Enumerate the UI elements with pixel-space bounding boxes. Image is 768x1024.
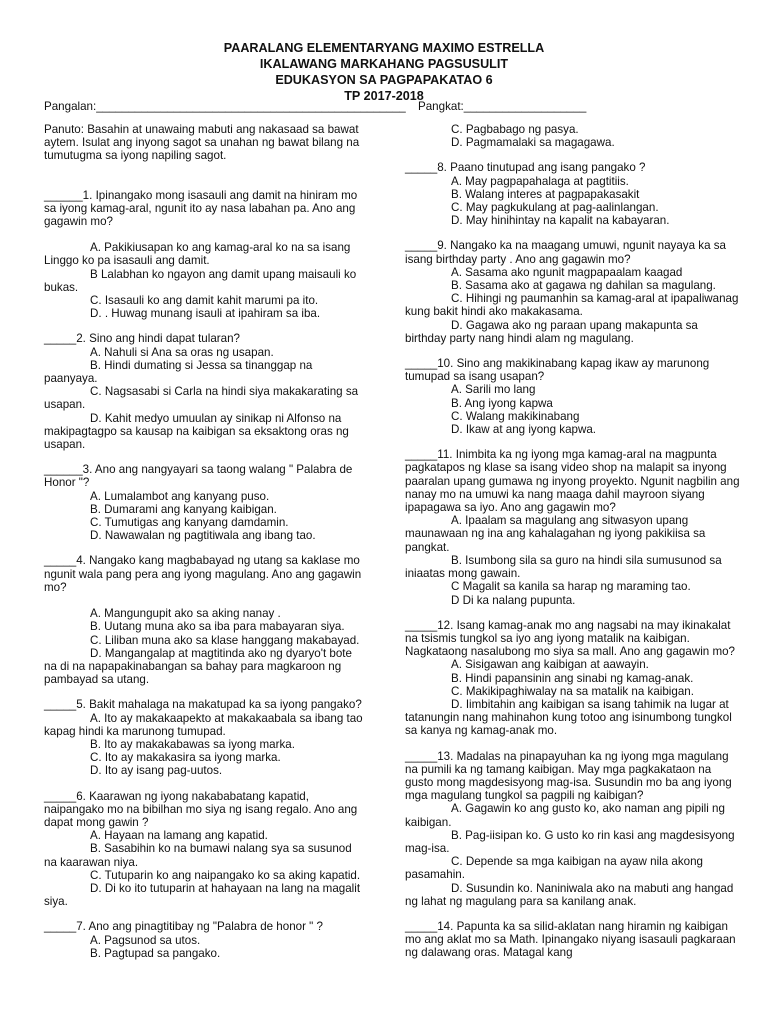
answer-option: A. Nahuli si Ana sa oras ng usapan. bbox=[90, 345, 274, 359]
student-info bbox=[44, 100, 744, 113]
answer-option: C. Makikipaghiwalay na sa matalik na kaibigan. bbox=[451, 684, 694, 698]
name-field[interactable]: Pangalan:________________________________________________ bbox=[44, 100, 406, 113]
answer-option: B. Dumarami ang kanyang kaibigan. bbox=[90, 502, 277, 516]
answer-option: A. Ipaalam sa magulang ang sitwasyon upang maunawaan ng ina ang kahalagahan ng iyong pakikiisa sa pangkat. bbox=[405, 514, 706, 554]
answer-option: D. Mangangalap at magtitinda ako ng dyaryo't bote na di na napapakinabangan sa bahay para magkaroon ng pambayad sa utang. bbox=[44, 646, 352, 687]
answer-option: A. Lumalambot ang kanyang puso. bbox=[90, 489, 270, 503]
question-item bbox=[44, 463, 366, 542]
answer-option: D. Gagawa ako ng paraan upang makapunta sa birthday party nang hindi alam ng magulang. bbox=[405, 318, 698, 345]
subject-title: EDUKASYON SA PAGPAPAKATAO 6 bbox=[275, 73, 493, 87]
answer-option: A. Sasama ako ngunit magpapaalam kaagad bbox=[451, 265, 683, 279]
school-name: PAARALANG ELEMENTARYANG MAXIMO ESTRELLA bbox=[223, 41, 545, 55]
answer-option: D. May hinihintay na kapalit na kabayaran. bbox=[451, 214, 670, 228]
answer-option: B. Sasama ako at gagawa ng dahilan sa magulang. bbox=[451, 279, 716, 293]
answer-option: D. Di ko ito tutuparin at hahayaan na lang na magalit siya. bbox=[44, 881, 361, 909]
answer-option: C. Liliban muna ako sa klase hanggang makabayad. bbox=[90, 633, 360, 647]
question-item bbox=[405, 619, 740, 738]
answer-option: C Magalit sa kanila sa harap ng maraming tao. bbox=[451, 580, 691, 594]
question-stem[interactable]: _____13. Madalas na pinapayuhan ka ng iyong mga magulang na pumili ka ng tamang kaibigan. May mga pagkakataon na gusto mong magdesisyong mag-isa. Susundin mo ba ang iyong mga magulang tungkol sa pagpili ng kaibigan? bbox=[405, 749, 732, 803]
answer-option: A. Gagawin ko ang gusto ko, ako naman ang pipili ng kaibigan. bbox=[405, 802, 725, 829]
answer-option: D. Iimbitahin ang kaibigan sa isang tahimik na lugar at tatanungin nang mahinahon kung totoo ang isinumbong tungkol sa kanya ng kamag-anak mo. bbox=[405, 697, 732, 738]
answer-option: A. Sisigawan ang kaibigan at aawayin. bbox=[451, 658, 649, 672]
answer-option: D. Ikaw at ang iyong kapwa. bbox=[451, 423, 597, 437]
answer-option: D. Susundin ko. Naniniwala ako na mabuti ang hangad ng lahat ng magulang para sa kanilang anak. bbox=[405, 881, 734, 908]
answer-option: B. Sasabihin ko na bumawi nalang sya sa susunod na kaarawan niya. bbox=[44, 842, 352, 869]
group-field[interactable]: Pangkat:___________________ bbox=[418, 100, 587, 113]
question-item bbox=[405, 750, 740, 908]
question-stem[interactable]: _____8. Paano tinutupad ang isang pangako ? bbox=[405, 161, 646, 175]
answer-option: C. Tutuparin ko ang naipangako ko sa aking kapatid. bbox=[90, 868, 361, 882]
answer-option: C. Depende sa mga kaibigan na ayaw nila akong pasamahin. bbox=[405, 855, 704, 882]
question-item bbox=[405, 920, 740, 960]
answer-option: B. Pag-iisipan ko. G usto ko rin kasi ang magdesisyong mag-isa. bbox=[405, 828, 735, 855]
question-stem[interactable]: _____4. Nangako kang magbabayad ng utang sa kaklase mo ngunit wala pang pera ang iyong magulang. Ano ang gagawin mo? bbox=[44, 554, 362, 594]
question-stem[interactable]: _____11. Inimbita ka ng iyong mga kamag-aral na magpunta pagkatapos ng klase sa isang video shop na malapit sa inyong paaralan upang gumawa ng inyong proyekto. Ngunit nagbilin ang nanay mo na umuwi ka nang maaga dahil mayroon siyang ipapagawa sa iyo. Ano ang gagawin mo? bbox=[405, 448, 740, 515]
question-item bbox=[405, 448, 740, 606]
answer-option: A. Pagsunod sa utos. bbox=[90, 933, 201, 947]
question-item bbox=[405, 357, 740, 436]
question-stem[interactable]: ______1. Ipinangako mong isasauli ang damit na hiniram mo sa iyong kamag-aral, ngunit ito ay nasa labahan pa. Ano ang gagawin mo? bbox=[44, 188, 358, 229]
answer-option: C. Nagsasabi si Carla na hindi siya makakarating sa usapan. bbox=[44, 385, 359, 412]
question-item bbox=[405, 123, 740, 149]
answer-option: D. Pagmamalaki sa magagawa. bbox=[451, 136, 615, 150]
answer-option: C. Pagbabago ng pasya. bbox=[451, 123, 579, 136]
answer-option: B. Walang interes at pagpapakasakit bbox=[451, 187, 640, 201]
right-column bbox=[405, 123, 740, 972]
answer-option: B. Uutang muna ako sa iba para mabayaran siya. bbox=[90, 620, 345, 634]
left-column bbox=[44, 123, 366, 972]
instructions: Panuto: Basahin at unawaing mabuti ang nakasaad sa bawat aytem. Isulat ang inyong sagot sa unahan ng bawat bilang na tumutugma sa iyong napiling sagot. bbox=[44, 123, 360, 163]
question-item bbox=[405, 161, 740, 227]
answer-option: B. Isumbong sila sa guro na hindi sila sumusunod sa iniaatas mong gawain. bbox=[405, 553, 722, 581]
answer-option: D. . Huwag munang isauli at ipahiram sa iba. bbox=[90, 307, 321, 321]
answer-option: B. Ito ay makakabawas sa iyong marka. bbox=[90, 737, 295, 751]
answer-option: B. Hindi papansinin ang sinabi ng kamag-anak. bbox=[451, 671, 694, 685]
answer-option: A. Hayaan na lamang ang kapatid. bbox=[90, 829, 268, 843]
answer-option: A. May pagpapahalaga at pagtitiis. bbox=[451, 174, 629, 188]
answer-option: C. Hihingi ng paumanhin sa kamag-aral at ipapaliwanag kung bakit hindi ako makakasama. bbox=[405, 292, 739, 319]
answer-option: C. May pagkukulang at pag-aalinlangan. bbox=[451, 201, 659, 215]
question-item bbox=[44, 698, 366, 777]
answer-option: C. Walang makikinabang bbox=[451, 409, 580, 423]
question-item bbox=[405, 239, 740, 345]
answer-option: D. Ito ay isang pag-uutos. bbox=[90, 764, 223, 778]
answer-option: C. Ito ay makakasira sa iyong marka. bbox=[90, 751, 281, 765]
question-item bbox=[44, 920, 366, 960]
exam-title: IKALAWANG MARKAHANG PAGSUSULIT bbox=[259, 57, 509, 71]
answer-option: D. Kahit medyo umuulan ay sinikap ni Alfonso na makipagtagpo sa kausap na kaibigan sa eksaktong oras ng usapan. bbox=[44, 411, 349, 452]
question-item bbox=[44, 554, 366, 686]
answer-option: B. Pagtupad sa pangako. bbox=[90, 946, 221, 960]
question-item bbox=[44, 332, 366, 451]
question-stem[interactable]: ______3. Ano ang nangyayari sa taong walang " Palabra de Honor "? bbox=[44, 463, 353, 490]
answer-option: C. Isasauli ko ang damit kahit marumi pa ito. bbox=[90, 294, 319, 308]
question-item bbox=[44, 790, 366, 909]
question-stem[interactable]: _____6. Kaarawan ng iyong nakababatang kapatid, naipangako mo na bibilhan mo siya ng isang regalo. Ano ang dapat mong gawin ? bbox=[44, 789, 358, 829]
answer-option: A. Ito ay makakaapekto at makakaabala sa ibang tao kapag hindi ka marunong tumupad. bbox=[44, 711, 363, 738]
answer-option: D Di ka nalang pupunta. bbox=[451, 593, 576, 607]
answer-option: D. Nawawalan ng pagtitiwala ang ibang tao. bbox=[90, 529, 316, 543]
question-item bbox=[44, 189, 366, 321]
answer-option: B Lalabhan ko ngayon ang damit upang maisauli ko bukas. bbox=[44, 267, 357, 294]
answer-option: A. Sarili mo lang bbox=[451, 383, 536, 397]
school-year: TP 2017-2018 bbox=[344, 89, 424, 103]
question-stem[interactable]: _____5. Bakit mahalaga na makatupad ka sa iyong pangako? bbox=[44, 698, 362, 712]
document-header bbox=[0, 40, 768, 104]
question-stem[interactable]: _____7. Ano ang pinagtitibay ng "Palabra de honor " ? bbox=[44, 920, 323, 934]
answer-option: B. Hindi dumating si Jessa sa tinanggap na paanyaya. bbox=[44, 358, 313, 386]
question-stem[interactable]: _____9. Nangako ka na maagang umuwi, ngunit nayaya ka sa isang birthday party . Ano ang gagawin mo? bbox=[405, 239, 726, 266]
question-stem[interactable]: _____10. Sino ang makikinabang kapag ikaw ay marunong tumupad sa isang usapan? bbox=[405, 357, 710, 384]
answer-option: A. Pakikiusapan ko ang kamag-aral ko na sa isang Linggo ko pa isasauli ang damit. bbox=[44, 241, 351, 268]
answer-option: A. Mangungupit ako sa aking nanay . bbox=[90, 607, 281, 621]
question-stem[interactable]: _____14. Papunta ka sa silid-aklatan nang hiramin ng kaibigan mo ang aklat mo sa Math. Ipinangako niyang isasauli pagkaraan ng dalawang oras. Matagal kang bbox=[405, 919, 736, 960]
question-stem[interactable]: _____2. Sino ang hindi dapat tularan? bbox=[44, 332, 240, 346]
answer-option: C. Tumutigas ang kanyang damdamin. bbox=[90, 516, 289, 530]
question-stem[interactable]: _____12. Isang kamag-anak mo ang nagsabi na may ikinakalat na tsismis tungkol sa iyo ang iyong matalik na kaibigan. Nagkataong nasalubong mo siya sa mall. Ano ang gagawin mo? bbox=[405, 618, 735, 659]
answer-option: B. Ang iyong kapwa bbox=[451, 396, 553, 410]
